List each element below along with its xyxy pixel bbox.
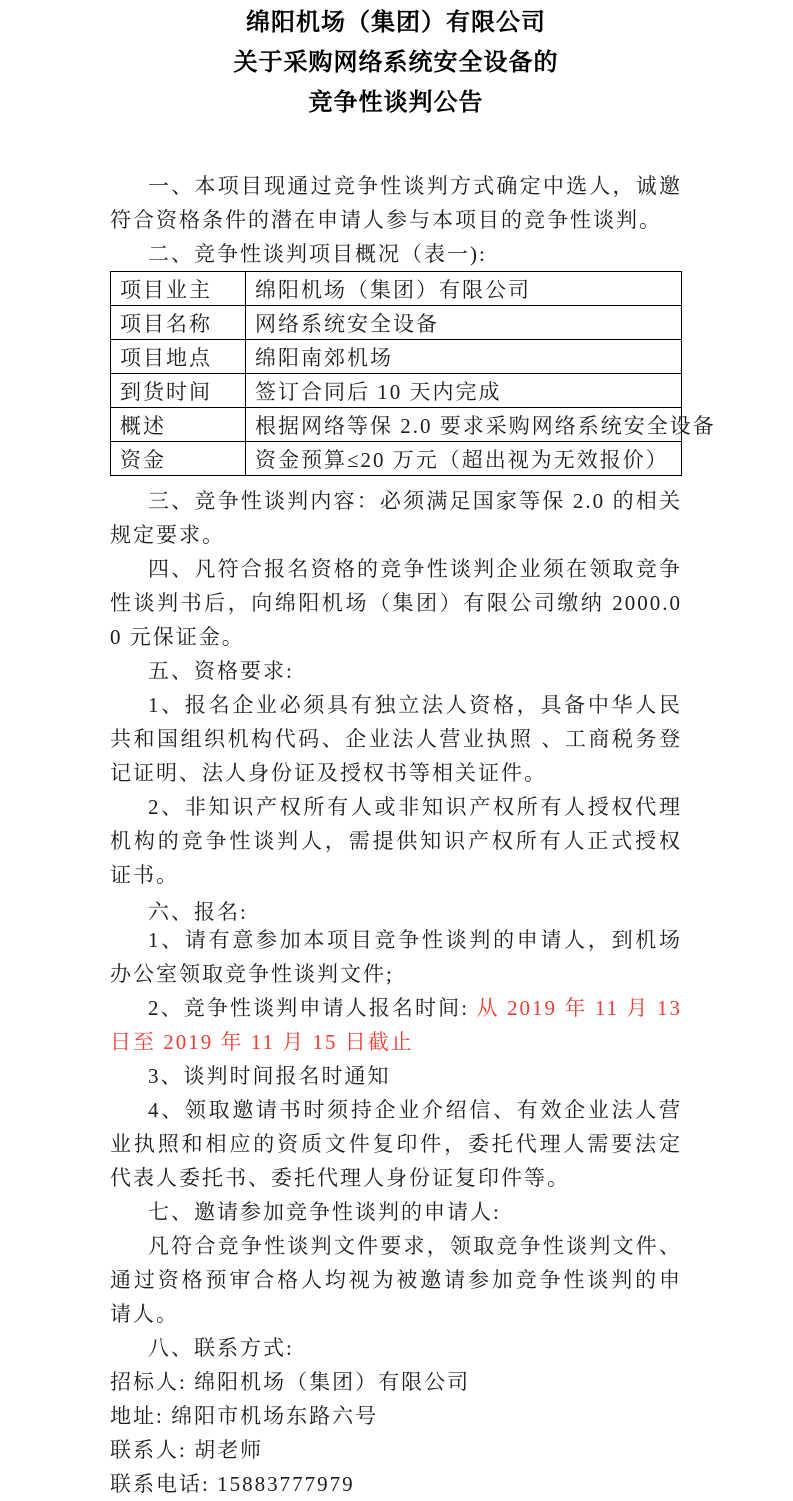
- para-section-5-item-2: 2、非知识产权所有人或非知识产权所有人授权代理机构的竞争性谈判人，需提供知识产权所有人正式授权证书。: [110, 795, 682, 887]
- contact-line-address: 地址: 绵阳市机场东路六号: [110, 1404, 379, 1428]
- table-value-cell: 资金预算≤20 万元（超出视为无效报价）: [246, 442, 682, 476]
- para-section-7-body: 凡符合竞争性谈判文件要求，领取竞争性谈判文件、通过资格预审合格人均视为被邀请参加竞争性谈判的申请人。: [110, 1234, 682, 1326]
- table-value-cell: 绵阳南郊机场: [246, 340, 682, 374]
- para-section-6-item-3: 3、谈判时间报名时通知: [148, 1064, 391, 1088]
- table-row: [111, 374, 682, 408]
- contact-line-person: 联系人: 胡老师: [110, 1438, 264, 1462]
- table-row: [111, 272, 682, 306]
- table-value-cell: 网络系统安全设备: [246, 306, 682, 340]
- registration-time-label: 2、竞争性谈判申请人报名时间:: [148, 996, 477, 1020]
- para-section-5-item-1: 1、报名企业必须具有独立法人资格，具备中华人民共和国组织机构代码、企业法人营业执照 、工商税务登记证明、法人身份证及授权书等相关证件。: [110, 693, 682, 785]
- para-section-1: 一、本项目现通过竞争性谈判方式确定中选人，诚邀符合资格条件的潜在申请人参与本项目的竞争性谈判。: [110, 174, 682, 232]
- para-section-6-item-2: [110, 991, 682, 1059]
- table-value-cell: 签订合同后 10 天内完成: [246, 374, 682, 408]
- heading-section-8: 八、联系方式:: [148, 1336, 294, 1360]
- contact-line-phone: 联系电话: 15883777979: [110, 1472, 355, 1496]
- para-section-6-item-4: 4、领取邀请书时须持企业介绍信、有效企业法人营业执照和相应的资质文件复印件，委托代理人需要法定代表人委托书、委托代理人身份证复印件等。: [110, 1098, 682, 1190]
- para-section-4: 四、凡符合报名资格的竞争性谈判企业须在领取竞争性谈判书后，向绵阳机场（集团）有限公司缴纳 2000.00 元保证金。: [110, 557, 682, 649]
- para-section-3: 三、竞争性谈判内容：必须满足国家等保 2.0 的相关规定要求。: [110, 489, 682, 547]
- table-value-cell: 绵阳机场（集团）有限公司: [246, 272, 682, 306]
- table-label-cell: 概述: [111, 408, 246, 442]
- table-label-cell: 项目地点: [111, 340, 246, 374]
- document-title-line-2: 关于采购网络系统安全设备的: [233, 50, 559, 76]
- document-title-line-3: 竞争性谈判公告: [308, 90, 484, 116]
- table-label-cell: 项目名称: [111, 306, 246, 340]
- table-row: [111, 306, 682, 340]
- heading-section-6: 六、报名:: [148, 900, 248, 924]
- table-row: [111, 408, 682, 442]
- overview-table: [110, 271, 716, 476]
- heading-section-7: 七、邀请参加竞争性谈判的申请人:: [148, 1200, 501, 1224]
- red-date-range: 从 2019 年 11 月 13 日至 2019 年 11 月 15 日截止: [110, 996, 682, 1054]
- document-title: [110, 3, 682, 123]
- table-label-cell: 到货时间: [111, 374, 246, 408]
- table-label-cell: 项目业主: [111, 272, 246, 306]
- table-value-cell: 根据网络等保 2.0 要求采购网络系统安全设备: [246, 408, 682, 442]
- document-title-line-1: 绵阳机场（集团）有限公司: [246, 10, 546, 36]
- table-row: [111, 442, 682, 476]
- heading-section-5: 五、资格要求:: [148, 659, 294, 683]
- heading-section-2: 二、竞争性谈判项目概况（表一):: [148, 242, 487, 266]
- para-section-6-item-1: 1、请有意参加本项目竞争性谈判的申请人，到机场办公室领取竞争性谈判文件;: [110, 928, 682, 986]
- table-label-cell: 资金: [111, 442, 246, 476]
- contact-line-bidder: 招标人: 绵阳机场（集团）有限公司: [110, 1370, 471, 1394]
- table-row: [111, 340, 682, 374]
